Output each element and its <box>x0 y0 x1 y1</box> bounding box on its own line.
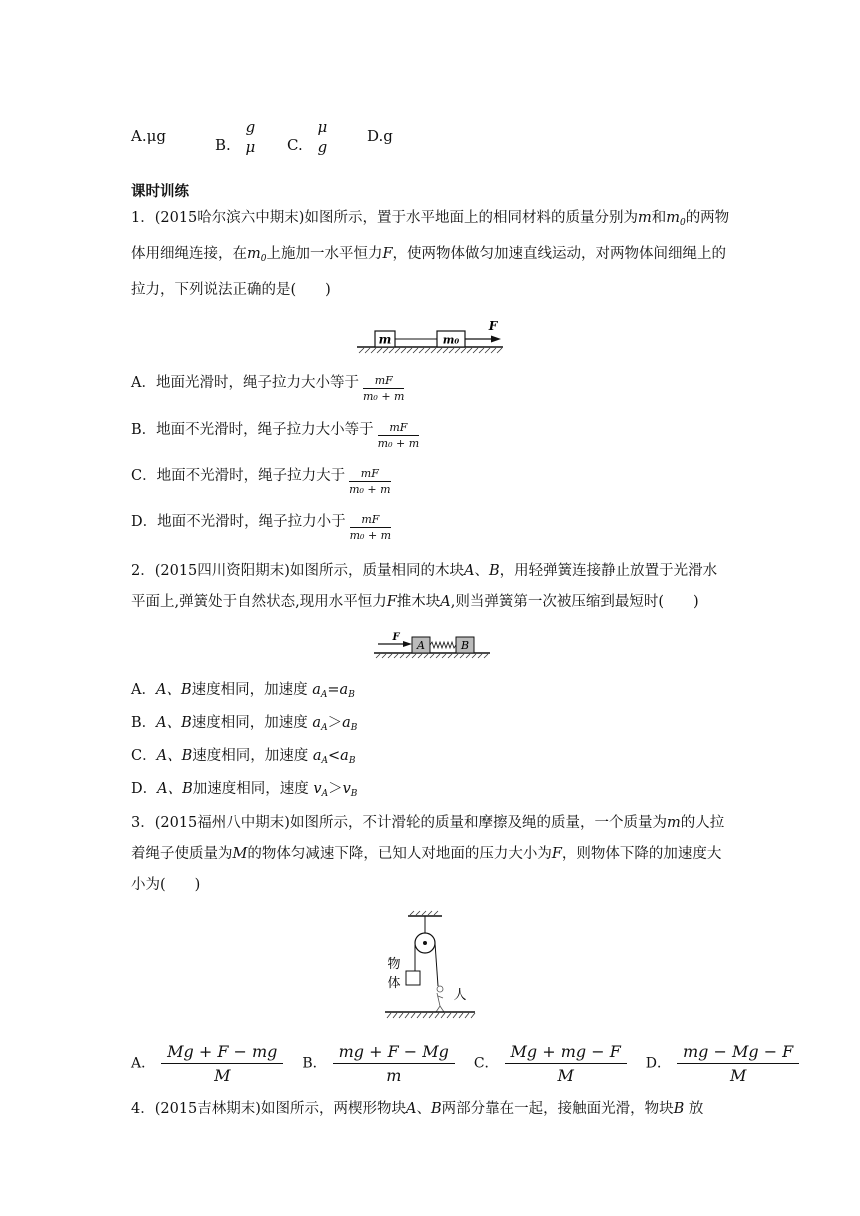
q3-fig-object-label-1: 物 <box>387 957 401 972</box>
option-vars: A、B <box>157 781 193 797</box>
option-var: a <box>312 748 322 764</box>
option-var: a <box>340 748 349 764</box>
fraction-denominator: M <box>557 1066 574 1085</box>
q3-var: M <box>232 846 248 862</box>
q2-option-d <box>131 777 357 799</box>
q1-sub: 0 <box>679 218 686 228</box>
q2-fig-label-a: A <box>417 639 425 652</box>
q3-fig-object-label-2: 体 <box>387 976 401 991</box>
fraction-denominator: m₀ + m <box>349 529 392 542</box>
option-d: D.g <box>367 127 393 145</box>
q2-stem-part: 、 <box>474 563 489 579</box>
option-c-den: g <box>317 138 328 156</box>
option-var: v <box>342 781 351 797</box>
option-var: a <box>312 682 321 698</box>
q2-stem-part: ，用轻弹簧连接静止放置于光滑水平面上,弹簧处于自然状态,现用水平恒力 <box>131 563 718 610</box>
option-op: ＞ <box>328 781 343 797</box>
option-op: = <box>327 682 340 698</box>
option-b-num: g <box>245 118 256 136</box>
q4-stem-part: 放 <box>684 1101 704 1117</box>
option-fraction <box>161 1042 283 1085</box>
q1-stem-part: 上施加一水平恒力 <box>266 246 383 262</box>
q2-var: A <box>440 594 451 610</box>
option-label: C． <box>473 1055 499 1072</box>
fraction-denominator: M <box>729 1066 747 1085</box>
option-label: B． <box>131 715 157 731</box>
q1-sub: 0 <box>260 254 267 264</box>
option-c-num: μ <box>317 118 328 136</box>
fraction-numerator: mF <box>350 513 391 528</box>
q3-var: F <box>551 846 562 862</box>
q2-stem-part: ,则当弹簧第一次被压缩到最短时( ) <box>450 594 699 610</box>
q1-stem-part: 的两物体用细绳连接，在 <box>131 210 730 262</box>
q1-var: m <box>666 210 680 226</box>
option-label: D． <box>645 1055 671 1072</box>
option-sub: B <box>348 756 356 766</box>
option-label: A． <box>131 682 156 698</box>
option-c <box>287 118 333 156</box>
q3-options-row <box>131 1042 799 1085</box>
q3-figure <box>380 910 480 1022</box>
q1-option-c <box>131 467 391 496</box>
q4-stem-part: 、 <box>416 1101 431 1117</box>
fraction-numerator: mF <box>349 467 390 482</box>
option-label: C． <box>131 748 157 764</box>
option-text: 速度相同，加速度 <box>192 748 313 764</box>
q4-var: B <box>430 1101 442 1117</box>
option-a: A.μg <box>131 127 166 145</box>
option-fraction <box>349 467 390 496</box>
q1-var: F <box>382 246 393 262</box>
fraction-numerator: mg + F − Mg <box>333 1042 455 1064</box>
option-c-fraction <box>312 118 334 156</box>
option-text: D．地面不光滑时，绳子拉力小于 <box>131 513 346 530</box>
option-vars: A、B <box>155 682 192 698</box>
top-options-row <box>131 118 451 162</box>
option-sub: A <box>321 789 329 799</box>
option-text: C．地面不光滑时，绳子拉力大于 <box>131 467 346 484</box>
q1-fig-label-m0: m₀ <box>442 333 460 347</box>
option-var: v <box>313 781 322 797</box>
option-text: 速度相同，加速度 <box>191 682 313 698</box>
q1-var: m <box>637 210 652 226</box>
q2-stem-part: 2．(2015四川资阳期末)如图所示，质量相同的木块 <box>131 563 464 579</box>
option-fraction <box>378 421 419 450</box>
q3-stem-part: 的人拉着绳子使质量为 <box>131 815 725 862</box>
option-sub: B <box>350 789 358 799</box>
q1-option-d <box>131 513 391 542</box>
option-b <box>215 118 261 156</box>
q2-figure <box>372 630 492 660</box>
option-b-prefix: B. <box>215 136 231 154</box>
q1-option-a <box>131 374 404 403</box>
option-var: a <box>342 715 351 731</box>
q2-fig-label-f: F <box>392 632 400 643</box>
option-label: A． <box>131 1055 156 1072</box>
q2-fig-label-b: B <box>460 639 470 652</box>
q1-figure <box>355 318 505 358</box>
q1-stem <box>131 203 731 306</box>
q2-stem-part: 推木块 <box>396 594 441 610</box>
q3-stem-part: ，则物体下降的加速度大小为( ) <box>131 846 722 893</box>
option-op: < <box>328 748 341 764</box>
fraction-numerator: Mg + mg − F <box>505 1042 627 1064</box>
option-text: 速度相同，加速度 <box>191 715 313 731</box>
option-fraction <box>350 513 391 542</box>
q2-stem <box>131 556 731 618</box>
q3-fig-person-label: 人 <box>453 988 467 1003</box>
option-fraction <box>677 1042 799 1085</box>
q1-stem-part: 和 <box>651 210 667 226</box>
option-op: ＞ <box>327 715 343 731</box>
option-var: a <box>312 715 322 731</box>
option-label: D． <box>131 781 158 797</box>
fraction-denominator: m₀ + m <box>349 483 391 496</box>
fraction-denominator: m₀ + m <box>377 437 420 450</box>
q4-stem <box>131 1097 703 1118</box>
q3-stem <box>131 808 731 901</box>
q2-var: F <box>386 594 397 610</box>
option-var: a <box>339 682 349 698</box>
q1-stem-part: ，使两物体做匀加速直线运动，对两物体间细绳上的拉力，下列说法正确的是( ) <box>131 246 727 298</box>
q1-fig-label-m: m <box>378 332 392 347</box>
q2-option-a <box>131 678 355 700</box>
option-sub: A <box>321 756 329 766</box>
q3-var: m <box>666 815 681 831</box>
option-fraction <box>333 1042 455 1085</box>
option-sub: B <box>348 690 355 700</box>
option-vars: A、B <box>156 715 192 731</box>
option-text: B．地面不光滑时，绳子拉力大小等于 <box>131 421 374 438</box>
option-sub: B <box>350 723 358 733</box>
option-text: 加速度相同，速度 <box>192 781 314 797</box>
fraction-numerator: mF <box>363 374 404 389</box>
q4-stem-part: 4．(2015吉林期末)如图所示，两楔形物块 <box>131 1101 406 1117</box>
q2-option-c <box>131 744 355 766</box>
option-text: A．地面光滑时，绳子拉力大小等于 <box>131 374 359 391</box>
section-title: 课时训练 <box>131 183 189 200</box>
option-b-den: μ <box>245 138 256 156</box>
option-c-prefix: C. <box>287 136 303 154</box>
option-vars: A、B <box>156 748 193 764</box>
option-sub: A <box>320 690 328 700</box>
fraction-denominator: m <box>386 1066 402 1085</box>
q1-stem-part: 1．(2015哈尔滨六中期末)如图所示，置于水平地面上的相同材料的质量分别为 <box>131 210 638 226</box>
fraction-numerator: mg − Mg − F <box>677 1042 799 1064</box>
q1-var: m <box>247 246 261 262</box>
q2-option-b <box>131 711 357 733</box>
fraction-denominator: M <box>214 1066 231 1085</box>
fraction-numerator: Mg + F − mg <box>161 1042 283 1064</box>
q3-stem-part: 的物体匀减速下降，已知人对地面的压力大小为 <box>247 846 552 862</box>
q4-var: B <box>673 1101 685 1117</box>
fraction-numerator: mF <box>378 421 419 436</box>
fraction-denominator: m₀ + m <box>362 390 405 403</box>
q2-var: A <box>463 563 475 579</box>
option-label: B． <box>302 1055 327 1072</box>
option-fraction <box>363 374 404 403</box>
q3-stem-part: 3．(2015福州八中期末)如图所示，不计滑轮的质量和摩擦及绳的质量，一个质量为 <box>131 815 667 831</box>
option-b-fraction <box>240 118 262 156</box>
q1-fig-label-f: F <box>488 319 498 333</box>
q1-option-b <box>131 421 419 450</box>
option-sub: A <box>321 723 328 733</box>
q4-var: A <box>405 1101 417 1117</box>
q4-stem-part: 两部分靠在一起，接触面光滑，物块 <box>441 1101 674 1117</box>
q2-var: B <box>488 563 500 579</box>
option-fraction <box>505 1042 627 1085</box>
